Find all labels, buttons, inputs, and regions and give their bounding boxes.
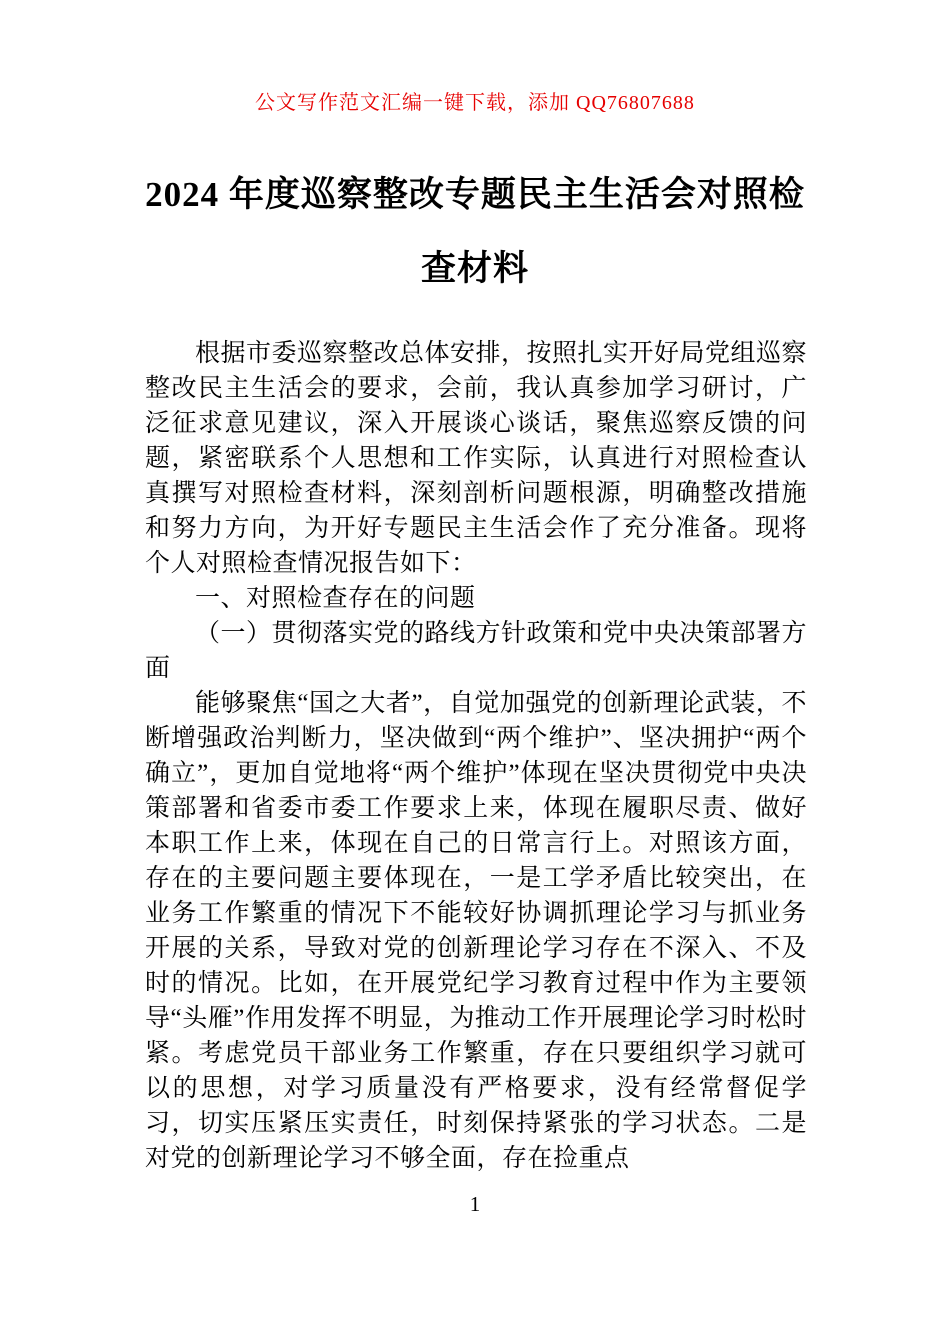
paragraph-subsection-heading: （一）贯彻落实党的路线方针政策和党中央决策部署方面 (145, 620, 808, 682)
paragraph-section-heading: 一、对照检查存在的问题 (195, 585, 476, 612)
document-title-line-2: 查材料 (420, 249, 529, 288)
page-number: 1 (469, 1192, 481, 1216)
document-body (145, 336, 807, 1176)
document-title-line-1: 2024 年度巡察整改专题民主生活会对照检 (145, 175, 805, 214)
paragraph-body: 能够聚焦“国之大者”，自觉加强党的创新理论武装，不断增强政治判断力，坚决做到“两个维护”、坚决拥护“两个确立”，更加自觉地将“两个维护”体现在坚决贯彻党中央决策部署和省委市委工作要求上来，体现在履职尽责、做好本职工作上来，体现在自己的日常言行上。对照该方面，存在的主要问题主要体现在，一是工学矛盾比较突出，在业务工作繁重的情况下不能较好协调抓理论学习与抓业务开展的关系，导致对党的创新理论学习存在不深入、不及时的情况。比如，在开展党纪学习教育过程中作为主要领导“头雁”作用发挥不明显，为推动工作开展理论学习时松时紧。考虑党员干部业务工作繁重，存在只要组织学习就可以的思想，对学习质量没有严格要求，没有经常督促学习，切实压紧压实责任，时刻保持紧张的学习状态。二是对党的创新理论学习不够全面，存在捡重点 (145, 690, 807, 1172)
document-title (75, 158, 875, 306)
paragraph-intro: 根据市委巡察整改总体安排，按照扎实开好局党组巡察整改民主生活会的要求，会前，我认真参加学习研讨，广泛征求意见建议，深入开展谈心谈话，聚焦巡察反馈的问题，紧密联系个人思想和工作实际，认真进行对照检查认真撰写对照检查材料，深刻剖析问题根源，明确整改措施和努力方向，为开好专题民主生活会作了充分准备。现将个人对照检查情况报告如下： (145, 340, 808, 577)
header-promo-text: 公文写作范文汇编一键下载，添加 QQ76807688 (255, 92, 695, 114)
